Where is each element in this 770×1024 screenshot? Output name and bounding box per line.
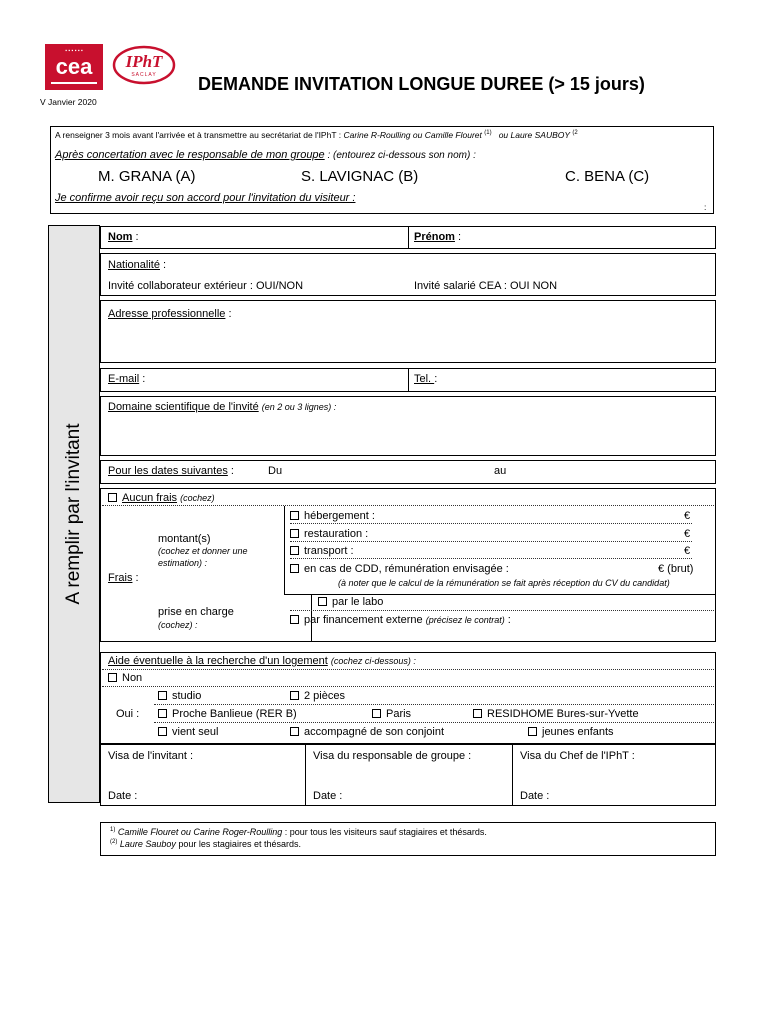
aucun-frais: Aucun frais (cochez) bbox=[108, 492, 215, 504]
intro-line: A renseigner 3 mois avant l'arrivée et à transmettre au secrétariat de l'IPhT : Carine R-Roulling ou Camille Flouret $^{(1)}$ ou Laure SAUBOY $^{(2}$ bbox=[55, 130, 578, 140]
cdd-checkbox[interactable] bbox=[290, 564, 299, 573]
deux-pieces-option[interactable]: 2 pièces bbox=[290, 690, 345, 702]
date-invitant: Date : bbox=[108, 790, 138, 802]
cdd-option[interactable]: en cas de CDD, rémunération envisagée : bbox=[290, 563, 509, 575]
date-chef: Date : bbox=[520, 790, 550, 802]
page-title: DEMANDE INVITATION LONGUE DUREE (> 15 jours) bbox=[198, 74, 645, 94]
email-label: E-mail : bbox=[108, 373, 146, 385]
logement-label: Aide éventuelle à la recherche d'un logement (cochez ci-dessous) : bbox=[108, 655, 416, 667]
side-label: A remplir par l'invitant bbox=[63, 423, 84, 605]
cdd-note: (à noter que le calcul de la rémunération se fait après réception du CV du candidat) bbox=[338, 578, 670, 588]
studio-option[interactable]: studio bbox=[158, 690, 201, 702]
non-option[interactable]: Non bbox=[108, 672, 142, 684]
non-checkbox[interactable] bbox=[108, 673, 117, 682]
prenom-label: Prénom : bbox=[414, 231, 462, 243]
nom-label: Nom : bbox=[108, 231, 139, 243]
visa-chef: Visa du Chef de l'IPhT : bbox=[520, 750, 635, 762]
ipht-logo: IPhT SACLAY bbox=[112, 45, 176, 85]
seul-option[interactable]: vient seul bbox=[158, 726, 218, 738]
hebergement-option[interactable]: hébergement : bbox=[290, 510, 375, 522]
visa-responsable: Visa du responsable de groupe : bbox=[313, 750, 472, 762]
enfants-option[interactable]: jeunes enfants bbox=[528, 726, 614, 738]
group-c: C. BENA (C) bbox=[565, 168, 650, 185]
footnote-2: $^{(2)}$ Laure Sauboy pour les stagiaires et thésards. bbox=[110, 839, 301, 849]
domaine-label: Domaine scientifique de l'invité (en 2 ou 3 lignes) : bbox=[108, 401, 337, 413]
frais-label: Frais : bbox=[108, 572, 139, 584]
labo-checkbox[interactable] bbox=[318, 597, 327, 606]
enfants-checkbox[interactable] bbox=[528, 727, 537, 736]
banlieue-option[interactable]: Proche Banlieue (RER B) bbox=[158, 708, 297, 720]
conjoint-option[interactable]: accompagné de son conjoint bbox=[290, 726, 444, 738]
date-to-label: au bbox=[494, 465, 507, 477]
labo-option[interactable]: par le labo bbox=[318, 596, 383, 608]
montants-label: montant(s) bbox=[158, 533, 211, 545]
date-responsable: Date : bbox=[313, 790, 343, 802]
group-b: S. LAVIGNAC (B) bbox=[301, 168, 419, 185]
salarie-field: Invité salarié CEA : OUI NON bbox=[414, 280, 558, 292]
conjoint-checkbox[interactable] bbox=[290, 727, 299, 736]
paris-checkbox[interactable] bbox=[372, 709, 381, 718]
prise-note: (cochez) : bbox=[158, 620, 198, 630]
concertation-line: Après concertation avec le responsable de mon groupe : (entourez ci-dessous son nom) : bbox=[55, 149, 476, 161]
residhome-checkbox[interactable] bbox=[473, 709, 482, 718]
restauration-checkbox[interactable] bbox=[290, 529, 299, 538]
group-a: M. GRANA (A) bbox=[98, 168, 196, 185]
hebergement-checkbox[interactable] bbox=[290, 511, 299, 520]
adresse-label: Adresse professionnelle : bbox=[108, 308, 232, 320]
oui-label: Oui : bbox=[116, 708, 140, 720]
montants-note: (cochez et donner une estimation) : bbox=[158, 546, 248, 568]
nationalite-label: Nationalité : bbox=[108, 259, 167, 271]
aucun-frais-checkbox[interactable] bbox=[108, 493, 117, 502]
version: V Janvier 2020 bbox=[40, 97, 97, 107]
paris-option[interactable]: Paris bbox=[372, 708, 411, 720]
financement-option[interactable]: par financement externe (précisez le contrat) : bbox=[290, 614, 511, 626]
residhome-option[interactable]: RESIDHOME Bures-sur-Yvette bbox=[473, 708, 639, 720]
deux-pieces-checkbox[interactable] bbox=[290, 691, 299, 700]
transport-checkbox[interactable] bbox=[290, 546, 299, 555]
collab-field: Invité collaborateur extérieur : OUI/NON bbox=[108, 280, 304, 292]
prise-label: prise en charge bbox=[158, 606, 234, 618]
financement-checkbox[interactable] bbox=[290, 615, 299, 624]
visa-invitant: Visa de l'invitant : bbox=[108, 750, 194, 762]
seul-checkbox[interactable] bbox=[158, 727, 167, 736]
transport-option[interactable]: transport : bbox=[290, 545, 354, 557]
footnote-1: $^{1)}$ Camille Flouret ou Carine Roger-Roulling : pour tous les visiteurs sauf stagiaires et thésards. bbox=[110, 827, 487, 837]
studio-checkbox[interactable] bbox=[158, 691, 167, 700]
cea-logo: ▪ ▪ ▪ ▪ ▪ ▪ cea bbox=[45, 44, 103, 90]
confirm-line: Je confirme avoir reçu son accord pour l'invitation du visiteur : bbox=[55, 192, 356, 204]
banlieue-checkbox[interactable] bbox=[158, 709, 167, 718]
restauration-option[interactable]: restauration : bbox=[290, 528, 368, 540]
tel-label: Tel. : bbox=[414, 373, 438, 385]
dates-label: Pour les dates suivantes : bbox=[108, 465, 234, 477]
date-from-label: Du bbox=[268, 465, 283, 477]
